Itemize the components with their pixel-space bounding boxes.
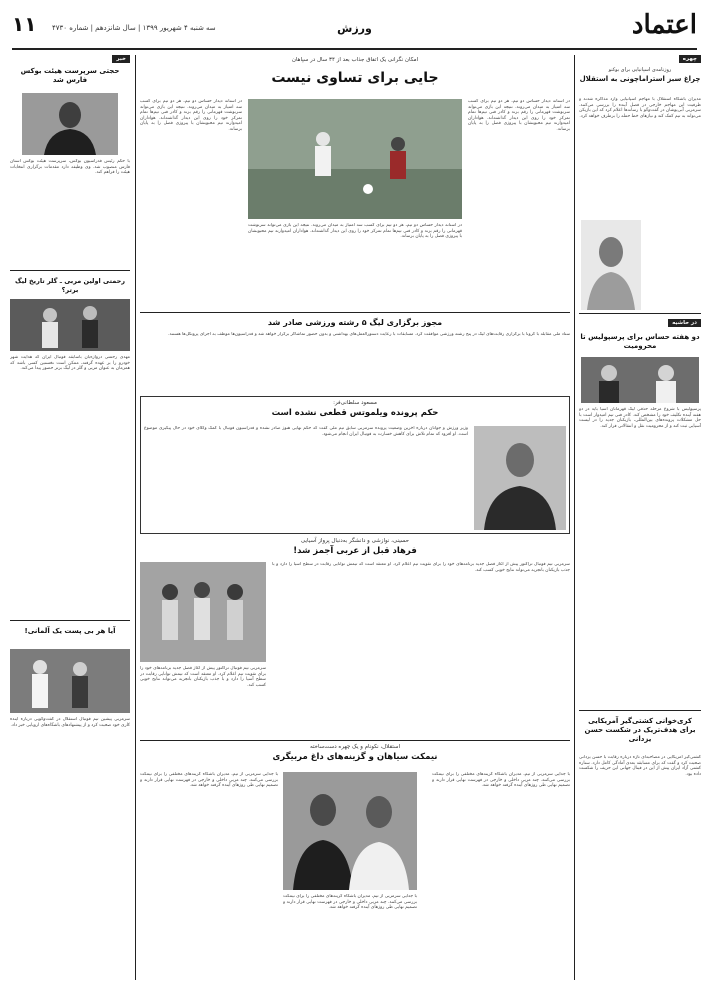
left-column: [10, 55, 130, 980]
article-body: سرمربی تیم فوتبال تراکتور پیش از آغاز فصل جدید برنامه‌های خود را برای تقویت تیم اعلام کرد. او معتقد است که تیمش توانایی رقابت در سطح آسیا را دارد و با جذب بازیکنان باتجربه می‌تواند نتایج خوبی کسب کند.: [272, 562, 570, 573]
section-divider: [140, 312, 570, 313]
portrait-photo-icon: [22, 93, 118, 155]
kicker: روزنامه‌ی اسپانیایی برای بوکنو: [608, 67, 672, 73]
article-body: پرسپولیس با شروع مرحله حذفی لیگ قهرمانان آسیا باید در دو هفته آینده تکلیف خود را مشخص کند. کادر فنی تیم امیدوار است با حل مشکلات پرونده‌های بین‌المللی، بازیکنان جدید را در لیست آسیایی ثبت کند و از محرومیت نقل و انتقالاتی فرار کند.: [579, 407, 701, 429]
column-divider: [135, 55, 136, 980]
portrait-photo-icon: [283, 772, 417, 890]
portrait-photo: [474, 426, 566, 530]
article-body: کشتی‌گیر آمریکایی در مصاحبه‌ای تازه درباره رقابت با حسن یزدانی صحبت کرد و گفت که برای مسابقه بعدی آمادگی کامل دارد. ستاره کشتی آزاد ایران پیش از این در فینال جهانی این حریف را شکست داده بود.: [579, 755, 701, 777]
football-photo-icon: [248, 99, 462, 219]
football-photo: [248, 99, 462, 219]
section-divider: [140, 740, 570, 741]
headline: رحمتی اولین مربی ـ گلر تاریخ لیگ برتر؟: [14, 277, 126, 294]
kicker: مسعود سلطانی‌فر:: [333, 400, 377, 406]
article-body: در آستانه دیدار حساس دو تیم، هر دو تیم برای کسب سه امتیاز به میدان می‌روند. نتیجه این بازی می‌تواند سرنوشت قهرمانی را رقم بزند و کادر فنی تیم‌ها تمام تمرکز خود را روی این دیدار گذاشته‌اند. هواداران امیدوارند تیم محبوبشان با پیروزی فصل را به پایان برساند.: [140, 99, 242, 132]
lead-story: [140, 55, 570, 310]
article-body: با جدایی سرمربی از تیم، مدیران باشگاه گزینه‌های مختلفی را برای نیمکت بررسی می‌کنند. چند مربی داخلی و خارجی در فهرست نهایی قرار دارند و تصمیم نهایی طی روزهای آینده گرفته خواهد شد.: [283, 894, 417, 911]
headline: مجوز برگزاری لیگ ۵ رشته ورزشی صادر شد: [267, 318, 443, 327]
kicker: استقلال، نکونام و یک چهره دست‌ساخته: [309, 744, 401, 750]
section-divider: [579, 313, 701, 314]
dateline: سه شنبه ۴ شهریور ۱۳۹۹ | سال شانزدهم | شماره ۴۷۳۰: [52, 24, 216, 32]
headline: نیمکت سیاهان و گزینه‌های داغ مربیگری: [272, 752, 438, 762]
football-photo: [10, 649, 130, 713]
story-bench: [140, 744, 570, 980]
section-label: خبر: [112, 55, 130, 63]
section-divider: [10, 270, 130, 271]
section-label: در حاشیه: [668, 319, 701, 327]
headline: حجتی سرپرست هیئت بوکس فارس شد: [20, 67, 120, 84]
headline: آیا هر بی پست یک آلمانی!: [24, 627, 116, 635]
kicker: امکان نگرانی یک اتفاق جذاب بعد از ۳۴ سال در سپاهان: [291, 57, 419, 63]
portrait-photo: [581, 220, 641, 310]
newspaper-logo: اعتماد: [631, 10, 697, 40]
football-photo: [10, 299, 130, 351]
headline: دو هفته حساس برای پرسپولیس تا محرومیت: [580, 333, 700, 350]
right-column: [579, 55, 701, 980]
masthead: [12, 10, 697, 50]
column-divider: [574, 55, 575, 980]
section-title: ورزش: [337, 22, 372, 35]
article-body: ستاد ملی مقابله با کرونا با برگزاری رقابت‌های لیگ در پنج رشته ورزشی موافقت کرد. مسابقات با رعایت دستورالعمل‌های بهداشتی و بدون حضور تماشاگر برگزار خواهد شد و فدراسیون‌ها موظف به اجرای پروتکل‌ها هستند.: [168, 332, 570, 337]
article-body: سرمربی پیشین تیم فوتبال استقلال در گفت‌وگویی درباره آینده کاری خود صحبت کرد و از پیشنهادهای باشگاه‌های اروپایی خبر داد.: [10, 717, 130, 728]
article-body: با جدایی سرمربی از تیم، مدیران باشگاه گزینه‌های مختلفی را برای نیمکت بررسی می‌کنند. چند مربی داخلی و خارجی در فهرست نهایی قرار دارند و تصمیم نهایی طی روزهای آینده گرفته خواهد شد.: [432, 772, 570, 789]
article-body: در آستانه دیدار حساس دو تیم، هر دو تیم برای کسب سه امتیاز به میدان می‌روند. نتیجه این بازی می‌تواند سرنوشت قهرمانی را رقم بزند و کادر فنی تیم‌ها تمام تمرکز خود را روی این دیدار گذاشته‌اند. هواداران امیدوارند تیم محبوبشان با پیروزی فصل را به پایان برساند.: [248, 223, 462, 240]
football-photo-icon: [10, 299, 130, 351]
team-photo: [581, 357, 699, 403]
section-label: چهره: [679, 55, 701, 63]
team-photo: [140, 562, 266, 662]
portrait-photo: [283, 772, 417, 890]
article-body: سرمربی تیم فوتبال تراکتور پیش از آغاز فصل جدید برنامه‌های خود را برای تقویت تیم اعلام کرد. او معتقد است که تیمش توانایی رقابت در سطح آسیا را دارد و با جذب بازیکنان باتجربه می‌تواند نتایج خوبی کسب کند.: [140, 666, 266, 688]
section-divider: [579, 710, 701, 711]
football-photo-icon: [10, 649, 130, 713]
portrait-photo-icon: [474, 426, 566, 530]
section-divider: [10, 620, 130, 621]
team-photo-icon: [581, 357, 699, 403]
story-wilmots: [144, 398, 566, 532]
headline: جایی برای تساوی نیست: [271, 70, 439, 86]
article-body: با جدایی سرمربی از تیم، مدیران باشگاه گزینه‌های مختلفی را برای نیمکت بررسی می‌کنند. چند مربی داخلی و خارجی در فهرست نهایی قرار دارند و تصمیم نهایی طی روزهای آینده گرفته خواهد شد.: [140, 772, 278, 789]
page-number: ۱۱: [12, 12, 37, 36]
portrait-photo-icon: [581, 220, 641, 310]
headline: کری‌خوانی کشتی‌گیر آمریکایی برای هدف‌تریک در شکست حسن یزدانی: [584, 717, 696, 743]
headline: حکم پرونده ویلموتس قطعی نشده است: [271, 408, 439, 418]
kicker: حسینی، نوازشی و دانشگر به‌دنبال پرواز آسیایی: [300, 538, 410, 544]
headline: فرهاد قبل از عربی آجمز شد!: [293, 546, 417, 556]
article-body: مدیران باشگاه استقلال با مهاجم اسپانیایی وارد مذاکره شدند و ظرفیت این مهاجم خارجی در فصل آینده را بررسی می‌کنند. سرمربی آبی‌پوشان در گفت‌وگو با رسانه‌ها اعلام کرد که این بازیکن می‌تواند به تیم کمک کند و نیازهای خط حمله را برطرف خواهد کرد.: [579, 97, 701, 119]
team-photo-icon: [140, 562, 266, 662]
headline: چراغ سبز استراماچونی به استقلال: [579, 75, 701, 83]
story-license: [140, 316, 570, 394]
portrait-photo: [22, 93, 118, 155]
article-body: مهدی رحمتی دروازه‌بان باسابقه فوتبال ایران که هدایت شهر خودرو را بر عهده گرفته، ممکن است نخستین کسی باشد که همزمان به عنوان مربی و گلر در لیگ برتر حضور پیدا می‌کند.: [10, 355, 130, 372]
story-farhad: [140, 538, 570, 738]
article-body: با حکم رئیس فدراسیون بوکس، سرپرست هیئت بوکس استان فارس منصوب شد. وی وظیفه دارد مقدمات برگزاری انتخابات هیئت را فراهم کند.: [10, 159, 130, 176]
article-body: در آستانه دیدار حساس دو تیم، هر دو تیم برای کسب سه امتیاز به میدان می‌روند. نتیجه این بازی می‌تواند سرنوشت قهرمانی را رقم بزند و کادر فنی تیم‌ها تمام تمرکز خود را روی این دیدار گذاشته‌اند. هواداران امیدوارند تیم محبوبشان با پیروزی فصل را به پایان برساند.: [468, 99, 570, 132]
article-body: وزیر ورزش و جوانان درباره آخرین وضعیت پرونده سرمربی سابق تیم ملی گفت که حکم نهایی هنوز صادر نشده و فدراسیون فوتبال با کمک وکلای خود در حال پیگیری موضوع است. او افزود که تمام تلاش برای کاهش خسارت به فوتبال ایران انجام می‌شود.: [144, 426, 468, 437]
